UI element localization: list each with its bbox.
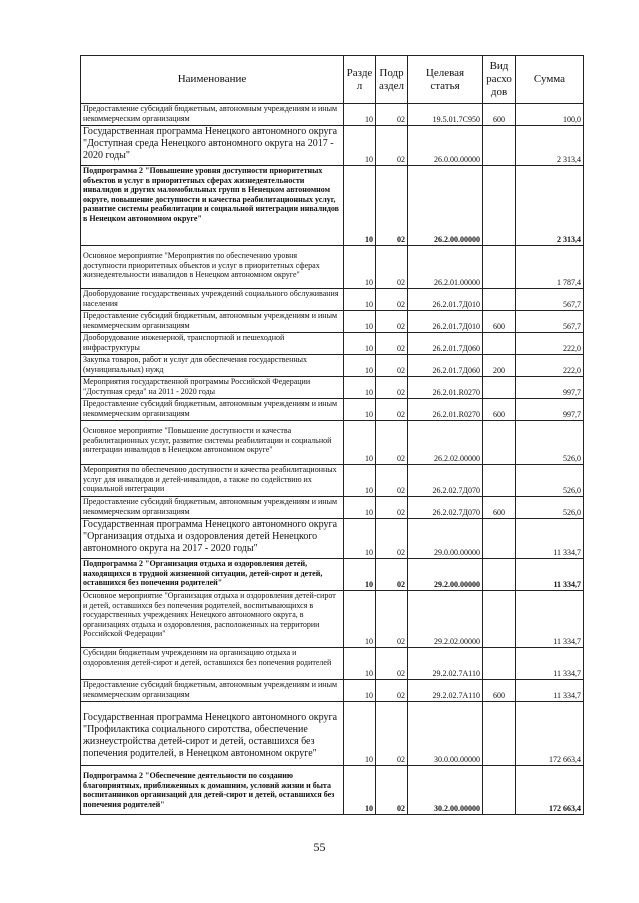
row-name: Подпрограмма 2 "Организация отдыха и оздоровления детей, находящихся в трудной жизненной ситуации, детей-сирот и детей, оставшихся без попечения родителей" [81, 559, 344, 591]
table-row [81, 559, 584, 591]
row-name: Предоставление субсидий бюджетным, автономным учреждениям и иным некоммерческим организациям [81, 680, 344, 702]
row-target: 26.2.01.7Д060 [408, 355, 483, 377]
row-target: 26.0.00.00000 [408, 126, 483, 166]
row-type [483, 166, 516, 246]
row-type [483, 246, 516, 289]
row-section: 10 [344, 766, 376, 815]
row-target: 26.2.02.7Д070 [408, 497, 483, 519]
row-amount: 997,7 [516, 399, 584, 421]
row-amount: 567,7 [516, 289, 584, 311]
row-amount: 172 663,4 [516, 766, 584, 815]
row-type [483, 766, 516, 815]
row-section: 10 [344, 421, 376, 465]
row-section: 10 [344, 702, 376, 766]
row-section: 10 [344, 465, 376, 497]
row-subsection: 02 [376, 399, 408, 421]
row-section: 10 [344, 591, 376, 648]
row-target: 29.2.02.7А110 [408, 648, 483, 680]
row-target: 26.2.02.7Д070 [408, 465, 483, 497]
row-subsection: 02 [376, 421, 408, 465]
table-row [81, 289, 584, 311]
row-subsection: 02 [376, 289, 408, 311]
row-type: 600 [483, 311, 516, 333]
row-subsection: 02 [376, 465, 408, 497]
table-row [81, 465, 584, 497]
row-name: Государственная программа Ненецкого автономного округа "Организация отдыха и оздоровления детей Ненецкого автономного округа на 2017 - 2020 годы" [81, 519, 344, 559]
budget-table [80, 55, 584, 815]
row-target: 29.2.02.00000 [408, 591, 483, 648]
row-target: 29.2.02.7А110 [408, 680, 483, 702]
row-name: Подпрограмма 2 "Повышение уровня доступности приоритетных объектов и услуг в приоритетных сферах жизнедеятельности инвалидов и других маломобильных групп в Ненецком автономном округе, повышение доступности и качества реабилитационных услуг, развитие системы реабилитации и социальной интеграции инвалидов в Ненецком автономном округе" [81, 166, 344, 246]
row-section: 10 [344, 311, 376, 333]
table-row [81, 377, 584, 399]
row-type [483, 126, 516, 166]
header-row [81, 56, 584, 104]
row-subsection: 02 [376, 680, 408, 702]
table-row [81, 766, 584, 815]
row-name: Предоставление субсидий бюджетным, автономным учреждениям и иным некоммерческим организациям [81, 497, 344, 519]
table-row [81, 702, 584, 766]
row-section: 10 [344, 104, 376, 126]
table-row [81, 104, 584, 126]
row-type [483, 559, 516, 591]
row-target: 30.0.00.00000 [408, 702, 483, 766]
row-section: 10 [344, 333, 376, 355]
row-subsection: 02 [376, 702, 408, 766]
table-row [81, 591, 584, 648]
row-amount: 526,0 [516, 421, 584, 465]
row-section: 10 [344, 680, 376, 702]
header-subsection: Подр аздел [376, 56, 408, 104]
row-name: Субсидии бюджетным учреждениям на организацию отдыха и оздоровления детей-сирот и детей, оставшихся без попечения родителей [81, 648, 344, 680]
table-row [81, 355, 584, 377]
row-amount: 2 313,4 [516, 166, 584, 246]
row-name: Основное мероприятие "Мероприятия по обеспечению уровня доступности приоритетных объектов и услуг в приоритетных сферах жизнедеятельности инвалидов в Ненецком автономном округе" [81, 246, 344, 289]
row-target: 26.2.01.R0270 [408, 377, 483, 399]
row-name: Мероприятия по обеспечению доступности и качества реабилитационных услуг для инвалидов и детей-инвалидов, а также по содействию их социальной интеграции [81, 465, 344, 497]
row-section: 10 [344, 126, 376, 166]
row-section: 10 [344, 377, 376, 399]
row-amount: 567,7 [516, 311, 584, 333]
table-row [81, 126, 584, 166]
row-target: 26.2.00.00000 [408, 166, 483, 246]
row-section: 10 [344, 497, 376, 519]
row-amount: 526,0 [516, 497, 584, 519]
row-amount: 11 334,7 [516, 519, 584, 559]
row-name: Государственная программа Ненецкого автономного округа "Доступная среда Ненецкого автономного округа на 2017 - 2020 годы" [81, 126, 344, 166]
row-type [483, 333, 516, 355]
row-amount: 11 334,7 [516, 648, 584, 680]
row-subsection: 02 [376, 648, 408, 680]
row-subsection: 02 [376, 766, 408, 815]
row-type [483, 702, 516, 766]
row-subsection: 02 [376, 166, 408, 246]
row-type: 600 [483, 680, 516, 702]
row-subsection: 02 [376, 311, 408, 333]
row-amount: 100,0 [516, 104, 584, 126]
table-row [81, 680, 584, 702]
row-type: 600 [483, 497, 516, 519]
row-type [483, 648, 516, 680]
row-target: 26.2.01.7Д010 [408, 311, 483, 333]
row-section: 10 [344, 246, 376, 289]
row-type [483, 289, 516, 311]
row-amount: 172 663,4 [516, 702, 584, 766]
header-amount: Сумма [516, 56, 584, 104]
row-subsection: 02 [376, 246, 408, 289]
row-name: Предоставление субсидий бюджетным, автономным учреждениям и иным некоммерческим организациям [81, 104, 344, 126]
row-amount: 222,0 [516, 333, 584, 355]
row-section: 10 [344, 166, 376, 246]
row-section: 10 [344, 519, 376, 559]
row-target: 29.0.00.00000 [408, 519, 483, 559]
row-amount: 997,7 [516, 377, 584, 399]
table-row [81, 497, 584, 519]
row-amount: 526,0 [516, 465, 584, 497]
row-name: Предоставление субсидий бюджетным, автономным учреждениям и иным некоммерческим организациям [81, 311, 344, 333]
table-row [81, 648, 584, 680]
row-amount: 222,0 [516, 355, 584, 377]
row-subsection: 02 [376, 591, 408, 648]
row-subsection: 02 [376, 333, 408, 355]
row-amount: 11 334,7 [516, 591, 584, 648]
row-subsection: 02 [376, 377, 408, 399]
row-amount: 11 334,7 [516, 680, 584, 702]
row-section: 10 [344, 289, 376, 311]
row-name: Мероприятия государственной программы Российской Федерации "Доступная среда" на 2011 - 2020 годы [81, 377, 344, 399]
row-section: 10 [344, 648, 376, 680]
row-subsection: 02 [376, 355, 408, 377]
row-subsection: 02 [376, 497, 408, 519]
row-name: Основное мероприятие "Организация отдыха и оздоровления детей-сирот и детей, оставшихся без попечения родителей, воспитывающихся в государственных учреждениях Ненецкого автономного округа, в организациях отдыха и оздоровления, расположенных на территории Российской Федерации" [81, 591, 344, 648]
row-name: Основное мероприятие "Повышение доступности и качества реабилитационных услуг, развитие системы реабилитации и социальной интеграции инвалидов в Ненецком автономном округе" [81, 421, 344, 465]
row-section: 10 [344, 355, 376, 377]
table-row [81, 311, 584, 333]
row-section: 10 [344, 399, 376, 421]
page-number: 55 [313, 840, 326, 854]
row-amount: 2 313,4 [516, 126, 584, 166]
row-type [483, 591, 516, 648]
row-name: Государственная программа Ненецкого автономного округа "Профилактика социального сиротства, обеспечение жизнеустройства детей-сирот и детей, оставшихся без попечения родителей, в Ненецком автономном округе" [81, 702, 344, 766]
row-type: 200 [483, 355, 516, 377]
row-section: 10 [344, 559, 376, 591]
row-type [483, 421, 516, 465]
table-row [81, 166, 584, 246]
row-amount: 11 334,7 [516, 559, 584, 591]
row-type: 600 [483, 104, 516, 126]
row-target: 26.2.01.00000 [408, 246, 483, 289]
row-target: 26.2.01.7Д060 [408, 333, 483, 355]
row-subsection: 02 [376, 126, 408, 166]
row-subsection: 02 [376, 519, 408, 559]
header-target: Целевая статья [408, 56, 483, 104]
row-name: Подпрограмма 2 "Обеспечение деятельности по созданию благоприятных, приближенных к домашним, условий жизни и быта воспитанников организаций для детей-сирот и детей, оставшихся без попечения родителей" [81, 766, 344, 815]
row-target: 26.2.01.R0270 [408, 399, 483, 421]
row-subsection: 02 [376, 104, 408, 126]
row-name: Дооборудование государственных учреждений социального обслуживания населения [81, 289, 344, 311]
row-name: Предоставление субсидий бюджетным, автономным учреждениям и иным некоммерческим организациям [81, 399, 344, 421]
row-name: Закупка товаров, работ и услуг для обеспечения государственных (муниципальных) нужд [81, 355, 344, 377]
row-target: 26.2.01.7Д010 [408, 289, 483, 311]
table-row [81, 399, 584, 421]
row-name: Дооборудование инженерной, транспортной и пешеходной инфраструктуры [81, 333, 344, 355]
row-type [483, 465, 516, 497]
row-type [483, 519, 516, 559]
table-row [81, 421, 584, 465]
header-section: Разде л [344, 56, 376, 104]
row-type: 600 [483, 399, 516, 421]
table-row [81, 519, 584, 559]
header-type: Вид расхо дов [483, 56, 516, 104]
row-type [483, 377, 516, 399]
table-row [81, 333, 584, 355]
row-amount: 1 787,4 [516, 246, 584, 289]
header-name: Наименование [81, 56, 344, 104]
row-target: 19.5.01.7С950 [408, 104, 483, 126]
row-target: 29.2.00.00000 [408, 559, 483, 591]
row-subsection: 02 [376, 559, 408, 591]
row-target: 26.2.02.00000 [408, 421, 483, 465]
row-target: 30.2.00.00000 [408, 766, 483, 815]
table-row [81, 246, 584, 289]
